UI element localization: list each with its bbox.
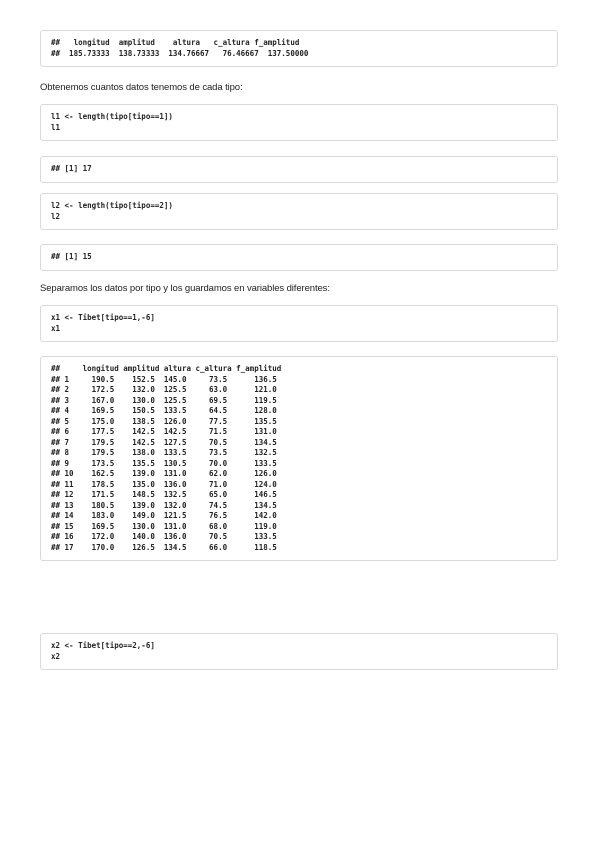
code-l1 xyxy=(40,104,558,141)
code-l1-text: l1 <- length(tipo[tipo==1]) l1 xyxy=(51,112,173,132)
code-x2-text: x2 <- Tibet[tipo==2,-6] x2 xyxy=(51,641,155,661)
code-x1 xyxy=(40,305,558,342)
output-l2-text: ## [1] 15 xyxy=(51,252,92,261)
code-l2-text: l2 <- length(tipo[tipo==2]) l2 xyxy=(51,201,173,221)
paragraph-count-types: Obtenemos cuantos datos tenemos de cada tipo: xyxy=(40,82,243,93)
code-l2 xyxy=(40,193,558,230)
output-l2 xyxy=(40,244,558,271)
code-x1-text: x1 <- Tibet[tipo==1,-6] x1 xyxy=(51,313,155,333)
output-means-text: ## longitud amplitud altura c_altura f_amplitud ## 185.73333 138.73333 134.76667 76.46667 137.50000 xyxy=(51,38,309,58)
output-l1 xyxy=(40,156,558,183)
output-l1-text: ## [1] 17 xyxy=(51,164,92,173)
output-x1-text: ## longitud amplitud altura c_altura f_amplitud ## 1 190.5 152.5 145.0 73.5 136.5 ## 2 172.5 132.0 125.5 63.0 121.0 ## 3 167.0 130.0 125.5 69.5 119.5 ## 4 169.5 150.5 133.5 64.5 128.0 ## 5 175.0 138.5 126.0 77.5 135.5 ## 6 177.5 142.5 142.5 71.5 131.0 ## 7 179.5 142.5 127.5 70.5 134.5 ## 8 179.5 138.0 133.5 73.5 132.5 ## 9 173.5 135.5 130.5 70.0 133.5 ## 10 162.5 139.0 131.0 62.0 126.0 ## 11 178.5 135.0 136.0 71.0 124.0 ## 12 171.5 148.5 132.5 65.0 146.5 ## 13 180.5 139.0 132.0 74.5 134.5 ## 14 183.0 149.0 121.5 76.5 142.0 ## 15 169.5 130.0 131.0 68.0 119.0 ## 16 172.0 140.0 136.0 70.5 133.5 ## 17 170.0 126.5 134.5 66.0 118.5 xyxy=(51,364,282,552)
output-x1-table xyxy=(40,356,558,561)
code-x2 xyxy=(40,633,558,670)
paragraph-separate-types: Separamos los datos por tipo y los guardamos en variables diferentes: xyxy=(40,283,330,294)
output-means xyxy=(40,30,558,67)
